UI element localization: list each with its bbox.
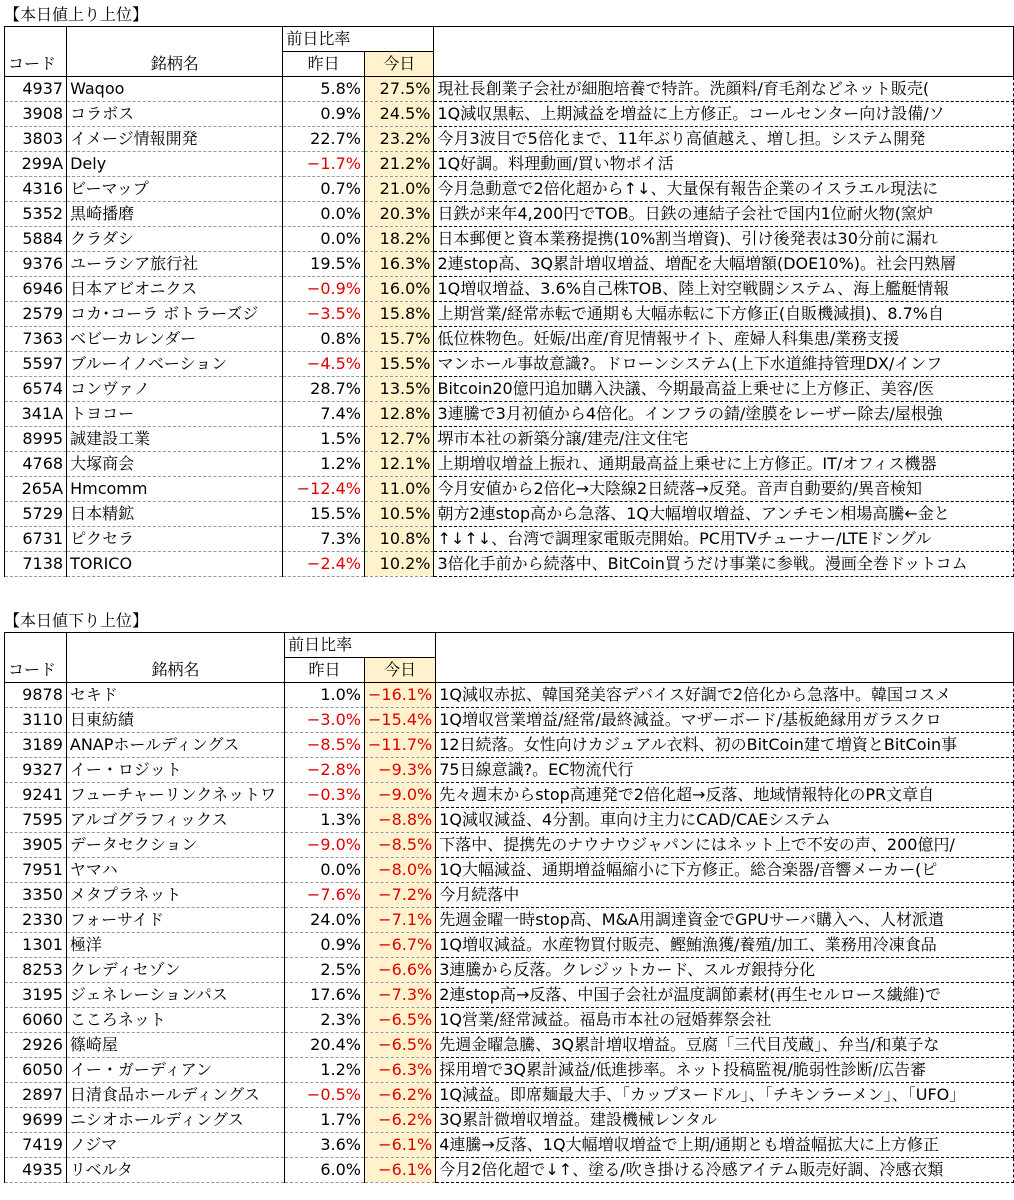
prev-day-ratio: 1.7% xyxy=(285,1108,365,1133)
stock-note: 1Q大幅減益、通期増益幅縮小に下方修正。総合楽器/音響メーカー(ピ xyxy=(436,858,1014,883)
today-ratio: −7.3% xyxy=(364,983,435,1008)
stock-code: 6731 xyxy=(5,527,67,552)
stock-note: 日本郵便と資本業務提携(10%割当増資)、引け後発表は30分前に漏れ xyxy=(434,227,1014,252)
stock-name: コカ･コーラ ボトラーズジ xyxy=(67,302,283,327)
prev-day-ratio: 15.5% xyxy=(283,502,365,527)
losers-title: 【本日値下り上位】 xyxy=(4,611,149,630)
stock-note: 低位株物色。妊娠/出産/育児情報サイト、産婦人科集患/業務支援 xyxy=(434,327,1014,352)
today-ratio: −8.0% xyxy=(364,858,435,883)
stock-note: 3倍化手前から続落中、BitCoin買うだけ事業に参戦。漫画全巻ドットコム xyxy=(434,552,1014,577)
prev-day-ratio: −2.4% xyxy=(283,552,365,577)
gainers-table xyxy=(4,26,1014,577)
today-ratio: −8.5% xyxy=(364,833,435,858)
stock-note: 1Q減収減益、4分割。車向け主力にCAD/CAEシステム xyxy=(436,808,1014,833)
table-row xyxy=(5,833,1014,858)
stock-code: 8253 xyxy=(5,958,67,983)
prev-day-ratio: 20.4% xyxy=(285,1033,365,1058)
table-row xyxy=(5,1158,1014,1183)
stock-name: メタプラネット xyxy=(66,883,284,908)
stock-note: 2連stop高→反落、中国子会社が温度調節素材(再生セルロース繊維)で xyxy=(436,983,1014,1008)
table-row xyxy=(5,527,1014,552)
today-ratio: 12.7% xyxy=(364,427,433,452)
stock-note: 1Q増収営業増益/経常/最終減益。マザーボード/基板絶縁用ガラスクロ xyxy=(436,708,1014,733)
prev-day-ratio: 1.5% xyxy=(283,427,365,452)
stock-note: 今月2倍化超で↓↑、塗る/吹き掛ける冷感アイテム販売好調、冷感衣類 xyxy=(436,1158,1014,1183)
header-ratio: 前日比率 xyxy=(285,633,436,658)
today-ratio: −16.1% xyxy=(364,683,435,708)
stock-name: 日本アビオニクス xyxy=(67,277,283,302)
table-row xyxy=(5,352,1014,377)
prev-day-ratio: 22.7% xyxy=(283,127,365,152)
table-row xyxy=(5,958,1014,983)
header-prev: 昨日 xyxy=(285,658,365,683)
table-row xyxy=(5,252,1014,277)
today-ratio: 20.3% xyxy=(364,202,433,227)
stock-name: イー・ロジット xyxy=(66,758,284,783)
table-row xyxy=(5,202,1014,227)
table-row xyxy=(5,502,1014,527)
stock-code: 3905 xyxy=(5,833,67,858)
table-row xyxy=(5,708,1014,733)
today-ratio: −11.7% xyxy=(364,733,435,758)
prev-day-ratio: 3.6% xyxy=(285,1133,365,1158)
today-ratio: 27.5% xyxy=(364,77,433,102)
stock-name: 極洋 xyxy=(66,933,284,958)
stock-note: 3連騰で3月初値から4倍化。インフラの錆/塗膜をレーザー除去/屋根強 xyxy=(434,402,1014,427)
stock-code: 5352 xyxy=(5,202,67,227)
stock-code: 9878 xyxy=(5,683,67,708)
header-note-blank xyxy=(436,658,1014,683)
prev-day-ratio: 28.7% xyxy=(283,377,365,402)
today-ratio: −6.5% xyxy=(364,1008,435,1033)
stock-code: 6060 xyxy=(5,1008,67,1033)
table-row xyxy=(5,1133,1014,1158)
table-row xyxy=(5,1008,1014,1033)
stock-note: 現社長創業子会社が細胞培養で特許。洗顔料/育毛剤などネット販売( xyxy=(434,77,1014,102)
stock-name: 日本精鉱 xyxy=(67,502,283,527)
prev-day-ratio: −7.6% xyxy=(285,883,365,908)
stock-code: 9699 xyxy=(5,1108,67,1133)
prev-day-ratio: 0.0% xyxy=(283,202,365,227)
table-row xyxy=(5,758,1014,783)
today-ratio: 15.8% xyxy=(364,302,433,327)
stock-name: フューチャーリンクネットワ xyxy=(66,783,284,808)
stock-name: TORICO xyxy=(67,552,283,577)
table-row xyxy=(5,783,1014,808)
stock-name: 大塚商会 xyxy=(67,452,283,477)
today-ratio: 21.2% xyxy=(364,152,433,177)
stock-code: 9241 xyxy=(5,783,67,808)
stock-note: 1Q増収増益、3.6%自己株TOB、陸上対空戦闘システム、海上艦艇情報 xyxy=(434,277,1014,302)
stock-code: 7363 xyxy=(5,327,67,352)
prev-day-ratio: 0.0% xyxy=(283,227,365,252)
header-blank xyxy=(67,27,283,52)
stock-name: こころネット xyxy=(66,1008,284,1033)
table-row xyxy=(5,427,1014,452)
stock-name: Waqoo xyxy=(67,77,283,102)
stock-note: 今月3波目で5倍化まで、11年ぶり高値越え、増し担。システム開発 xyxy=(434,127,1014,152)
stock-note: 今月急動意で2倍化超から↑↓、大量保有報告企業のイスラエル現法に xyxy=(434,177,1014,202)
stock-name: トヨコー xyxy=(67,402,283,427)
today-ratio: −6.2% xyxy=(364,1108,435,1133)
stock-name: コンヴァノ xyxy=(67,377,283,402)
stock-note: 2連stop高、3Q累計増収増益、増配を大幅増額(DOE10%)。社会円熟層 xyxy=(434,252,1014,277)
header-name: 銘柄名 xyxy=(66,658,284,683)
prev-day-ratio: −3.5% xyxy=(283,302,365,327)
stock-code: 3189 xyxy=(5,733,67,758)
stock-note: 3Q累計微増収増益。建設機械レンタル xyxy=(436,1108,1014,1133)
stock-name: ユーラシア旅行社 xyxy=(67,252,283,277)
gainers-title: 【本日値上り上位】 xyxy=(4,5,149,24)
stock-name: ピクセラ xyxy=(67,527,283,552)
stock-name: 日東紡績 xyxy=(66,708,284,733)
header-name: 銘柄名 xyxy=(67,52,283,77)
header-today: 今日 xyxy=(364,52,433,77)
stock-code: 7419 xyxy=(5,1133,67,1158)
table-row xyxy=(5,883,1014,908)
stock-code: 3350 xyxy=(5,883,67,908)
today-ratio: 24.5% xyxy=(364,102,433,127)
prev-day-ratio: 0.7% xyxy=(283,177,365,202)
stock-note: 今月安値から2倍化→大陰線2日続落→反発。音声自動要約/異音検知 xyxy=(434,477,1014,502)
gainers-header-row-2 xyxy=(5,52,1014,77)
stock-code: 7951 xyxy=(5,858,67,883)
table-row xyxy=(5,452,1014,477)
today-ratio: −6.5% xyxy=(364,1033,435,1058)
stock-note: 12日続落。女性向けカジュアル衣料、初のBitCoin建て増資とBitCoin事 xyxy=(436,733,1014,758)
stock-note: 先々週末からstop高連発で2倍化超→反落、地域情報特化のPR文章自 xyxy=(436,783,1014,808)
stock-name: クレディセゾン xyxy=(66,958,284,983)
today-ratio: 10.8% xyxy=(364,527,433,552)
prev-day-ratio: −4.5% xyxy=(283,352,365,377)
stock-note: 1Q営業/経常減益。福島市本社の冠婚葬祭会社 xyxy=(436,1008,1014,1033)
table-row xyxy=(5,402,1014,427)
stock-note: 4連騰→反落、1Q大幅増収増益で上期/通期とも増益幅拡大に上方修正 xyxy=(436,1133,1014,1158)
stock-name: イメージ情報開発 xyxy=(67,127,283,152)
stock-name: データセクション xyxy=(66,833,284,858)
losers-table xyxy=(4,632,1014,1183)
today-ratio: 15.5% xyxy=(364,352,433,377)
stock-name: Dely xyxy=(67,152,283,177)
stock-note: 1Q増収減益。水産物買付販売、鰹鮪漁獲/養殖/加工、業務用冷凍食品 xyxy=(436,933,1014,958)
stock-note: 日鉄が来年4,200円でTOB。日鉄の連結子会社で国内1位耐火物(窯炉 xyxy=(434,202,1014,227)
header-code: コード xyxy=(5,52,67,77)
stock-note: 上期増収増益上振れ、通期最高益上乗せに上方修正。IT/オフィス機器 xyxy=(434,452,1014,477)
stock-name: ジェネレーションパス xyxy=(66,983,284,1008)
stock-name: ヤマハ xyxy=(66,858,284,883)
stock-code: 2579 xyxy=(5,302,67,327)
stock-code: 7138 xyxy=(5,552,67,577)
prev-day-ratio: 24.0% xyxy=(285,908,365,933)
prev-day-ratio: −0.5% xyxy=(285,1083,365,1108)
table-row xyxy=(5,933,1014,958)
stock-note: 75日線意識?。EC物流代行 xyxy=(436,758,1014,783)
stock-name: フォーサイド xyxy=(66,908,284,933)
table-row xyxy=(5,277,1014,302)
stock-note: 今月続落中 xyxy=(436,883,1014,908)
header-code: コード xyxy=(5,658,67,683)
stock-code: 4937 xyxy=(5,77,67,102)
table-row xyxy=(5,858,1014,883)
today-ratio: −6.2% xyxy=(364,1083,435,1108)
prev-day-ratio: 0.0% xyxy=(285,858,365,883)
today-ratio: 16.0% xyxy=(364,277,433,302)
header-note-blank xyxy=(434,27,1014,52)
table-row xyxy=(5,1108,1014,1133)
stock-note: 採用増で3Q累計減益/低進捗率。ネット投稿監視/脆弱性診断/広告審 xyxy=(436,1058,1014,1083)
today-ratio: −6.7% xyxy=(364,933,435,958)
today-ratio: 12.1% xyxy=(364,452,433,477)
stock-note: 堺市本社の新築分譲/建売/注文住宅 xyxy=(434,427,1014,452)
today-ratio: −6.3% xyxy=(364,1058,435,1083)
stock-name: ニシオホールディングス xyxy=(66,1108,284,1133)
stock-note: 1Q好調。料理動画/買い物ポイ活 xyxy=(434,152,1014,177)
table-row xyxy=(5,152,1014,177)
prev-day-ratio: 7.3% xyxy=(283,527,365,552)
prev-day-ratio: −0.9% xyxy=(283,277,365,302)
stock-name: ANAPホールディングス xyxy=(66,733,284,758)
stock-code: 6050 xyxy=(5,1058,67,1083)
prev-day-ratio: −3.0% xyxy=(285,708,365,733)
prev-day-ratio: 19.5% xyxy=(283,252,365,277)
today-ratio: 12.8% xyxy=(364,402,433,427)
prev-day-ratio: 0.9% xyxy=(285,933,365,958)
table-row xyxy=(5,808,1014,833)
gainers-header-row-1 xyxy=(5,27,1014,52)
table-row xyxy=(5,908,1014,933)
header-today: 今日 xyxy=(364,658,435,683)
today-ratio: 10.5% xyxy=(364,502,433,527)
stock-name: リベルタ xyxy=(66,1158,284,1183)
table-row xyxy=(5,983,1014,1008)
prev-day-ratio: 5.8% xyxy=(283,77,365,102)
stock-code: 5597 xyxy=(5,352,67,377)
stock-note: 上期営業/経常赤転で通期も大幅赤転に下方修正(自販機減損)、8.7%自 xyxy=(434,302,1014,327)
stock-name: クラダシ xyxy=(67,227,283,252)
prev-day-ratio: 6.0% xyxy=(285,1158,365,1183)
stock-name: 篠崎屋 xyxy=(66,1033,284,1058)
stock-code: 4316 xyxy=(5,177,67,202)
prev-day-ratio: −12.4% xyxy=(283,477,365,502)
table-row xyxy=(5,552,1014,577)
stock-code: 4768 xyxy=(5,452,67,477)
stock-name: ビーマップ xyxy=(67,177,283,202)
stock-code: 8995 xyxy=(5,427,67,452)
stock-note: 先週金曜急騰、3Q累計増収増益。豆腐「三代目茂蔵」、弁当/和菓子な xyxy=(436,1033,1014,1058)
stock-note: Bitcoin20億円追加購入決議、今期最高益上乗せに上方修正、美容/医 xyxy=(434,377,1014,402)
prev-day-ratio: 17.6% xyxy=(285,983,365,1008)
stock-code: 3110 xyxy=(5,708,67,733)
prev-day-ratio: −1.7% xyxy=(283,152,365,177)
stock-note: ↑↓↑↓、台湾で調理家電販売開始。PC用TVチューナー/LTEドングル xyxy=(434,527,1014,552)
stock-code: 9327 xyxy=(5,758,67,783)
prev-day-ratio: 1.2% xyxy=(283,452,365,477)
today-ratio: −6.1% xyxy=(364,1133,435,1158)
table-row xyxy=(5,477,1014,502)
stock-note: 1Q減収赤拡、韓国発美容デバイス好調で2倍化から急落中。韓国コスメ xyxy=(436,683,1014,708)
stock-note: 先週金曜一時stop高、M&A用調達資金でGPUサーバ購入へ、人材派遣 xyxy=(436,908,1014,933)
prev-day-ratio: −0.3% xyxy=(285,783,365,808)
stock-note: 1Q減益。即席麺最大手、「カップヌードル」、「チキンラーメン」、「UFO」 xyxy=(436,1083,1014,1108)
stock-code: 2330 xyxy=(5,908,67,933)
today-ratio: 15.7% xyxy=(364,327,433,352)
header-blank xyxy=(5,27,67,52)
stock-code: 5884 xyxy=(5,227,67,252)
stock-code: 5729 xyxy=(5,502,67,527)
losers-header-row-1 xyxy=(5,633,1014,658)
prev-day-ratio: −9.0% xyxy=(285,833,365,858)
prev-day-ratio: 0.8% xyxy=(283,327,365,352)
header-blank xyxy=(5,633,67,658)
stock-name: ベビーカレンダー xyxy=(67,327,283,352)
table-row xyxy=(5,683,1014,708)
stock-note: 朝方2連stop高から急落、1Q大幅増収増益、アンチモン相場高騰←金と xyxy=(434,502,1014,527)
stock-name: アルゴグラフィックス xyxy=(66,808,284,833)
header-note-blank xyxy=(436,633,1014,658)
stock-note: 3連騰から反落。クレジットカード、スルガ銀持分化 xyxy=(436,958,1014,983)
prev-day-ratio: −8.5% xyxy=(285,733,365,758)
losers-header-row-2 xyxy=(5,658,1014,683)
today-ratio: −6.6% xyxy=(364,958,435,983)
header-prev: 昨日 xyxy=(283,52,365,77)
stock-code: 1301 xyxy=(5,933,67,958)
today-ratio: −7.2% xyxy=(364,883,435,908)
today-ratio: 11.0% xyxy=(364,477,433,502)
stock-code: 3908 xyxy=(5,102,67,127)
header-ratio: 前日比率 xyxy=(283,27,434,52)
table-row xyxy=(5,77,1014,102)
stock-name: セキド xyxy=(66,683,284,708)
table-row xyxy=(5,102,1014,127)
today-ratio: 10.2% xyxy=(364,552,433,577)
prev-day-ratio: 1.3% xyxy=(285,808,365,833)
stock-code: 9376 xyxy=(5,252,67,277)
stock-note: マンホール事故意識?。ドローンシステム(上下水道維持管理DX/インフ xyxy=(434,352,1014,377)
stock-name: Hmcomm xyxy=(67,477,283,502)
stock-note: 1Q減収黒転、上期減益を増益に上方修正。コールセンター向け設備/ソ xyxy=(434,102,1014,127)
prev-day-ratio: 0.9% xyxy=(283,102,365,127)
stock-note: 下落中、提携先のナウナウジャパンにはネット上で不安の声、200億円/ xyxy=(436,833,1014,858)
today-ratio: 23.2% xyxy=(364,127,433,152)
stock-code: 7595 xyxy=(5,808,67,833)
today-ratio: 18.2% xyxy=(364,227,433,252)
stock-code: 6946 xyxy=(5,277,67,302)
stock-code: 299A xyxy=(5,152,67,177)
table-row xyxy=(5,733,1014,758)
table-row xyxy=(5,1083,1014,1108)
stock-name: 日清食品ホールディングス xyxy=(66,1083,284,1108)
table-row xyxy=(5,177,1014,202)
table-row xyxy=(5,302,1014,327)
stock-code: 265A xyxy=(5,477,67,502)
table-row xyxy=(5,227,1014,252)
today-ratio: −7.1% xyxy=(364,908,435,933)
table-row xyxy=(5,377,1014,402)
table-row xyxy=(5,127,1014,152)
today-ratio: −9.0% xyxy=(364,783,435,808)
stock-code: 3803 xyxy=(5,127,67,152)
today-ratio: 13.5% xyxy=(364,377,433,402)
table-row xyxy=(5,1058,1014,1083)
stock-code: 341A xyxy=(5,402,67,427)
today-ratio: 16.3% xyxy=(364,252,433,277)
stock-code: 4935 xyxy=(5,1158,67,1183)
today-ratio: −15.4% xyxy=(364,708,435,733)
stock-code: 3195 xyxy=(5,983,67,1008)
header-blank xyxy=(66,633,284,658)
stock-name: イー・ガーディアン xyxy=(66,1058,284,1083)
table-row xyxy=(5,327,1014,352)
prev-day-ratio: 2.3% xyxy=(285,1008,365,1033)
stock-name: 誠建設工業 xyxy=(67,427,283,452)
table-row xyxy=(5,1033,1014,1058)
header-note-blank xyxy=(434,52,1014,77)
today-ratio: −8.8% xyxy=(364,808,435,833)
stock-name: 黒崎播磨 xyxy=(67,202,283,227)
prev-day-ratio: 2.5% xyxy=(285,958,365,983)
stock-code: 2926 xyxy=(5,1033,67,1058)
stock-name: コラボス xyxy=(67,102,283,127)
prev-day-ratio: −2.8% xyxy=(285,758,365,783)
today-ratio: −6.1% xyxy=(364,1158,435,1183)
stock-name: ノジマ xyxy=(66,1133,284,1158)
prev-day-ratio: 1.2% xyxy=(285,1058,365,1083)
stock-code: 2897 xyxy=(5,1083,67,1108)
today-ratio: −9.3% xyxy=(364,758,435,783)
prev-day-ratio: 1.0% xyxy=(285,683,365,708)
stock-name: ブルーイノベーション xyxy=(67,352,283,377)
prev-day-ratio: 7.4% xyxy=(283,402,365,427)
stock-code: 6574 xyxy=(5,377,67,402)
today-ratio: 21.0% xyxy=(364,177,433,202)
